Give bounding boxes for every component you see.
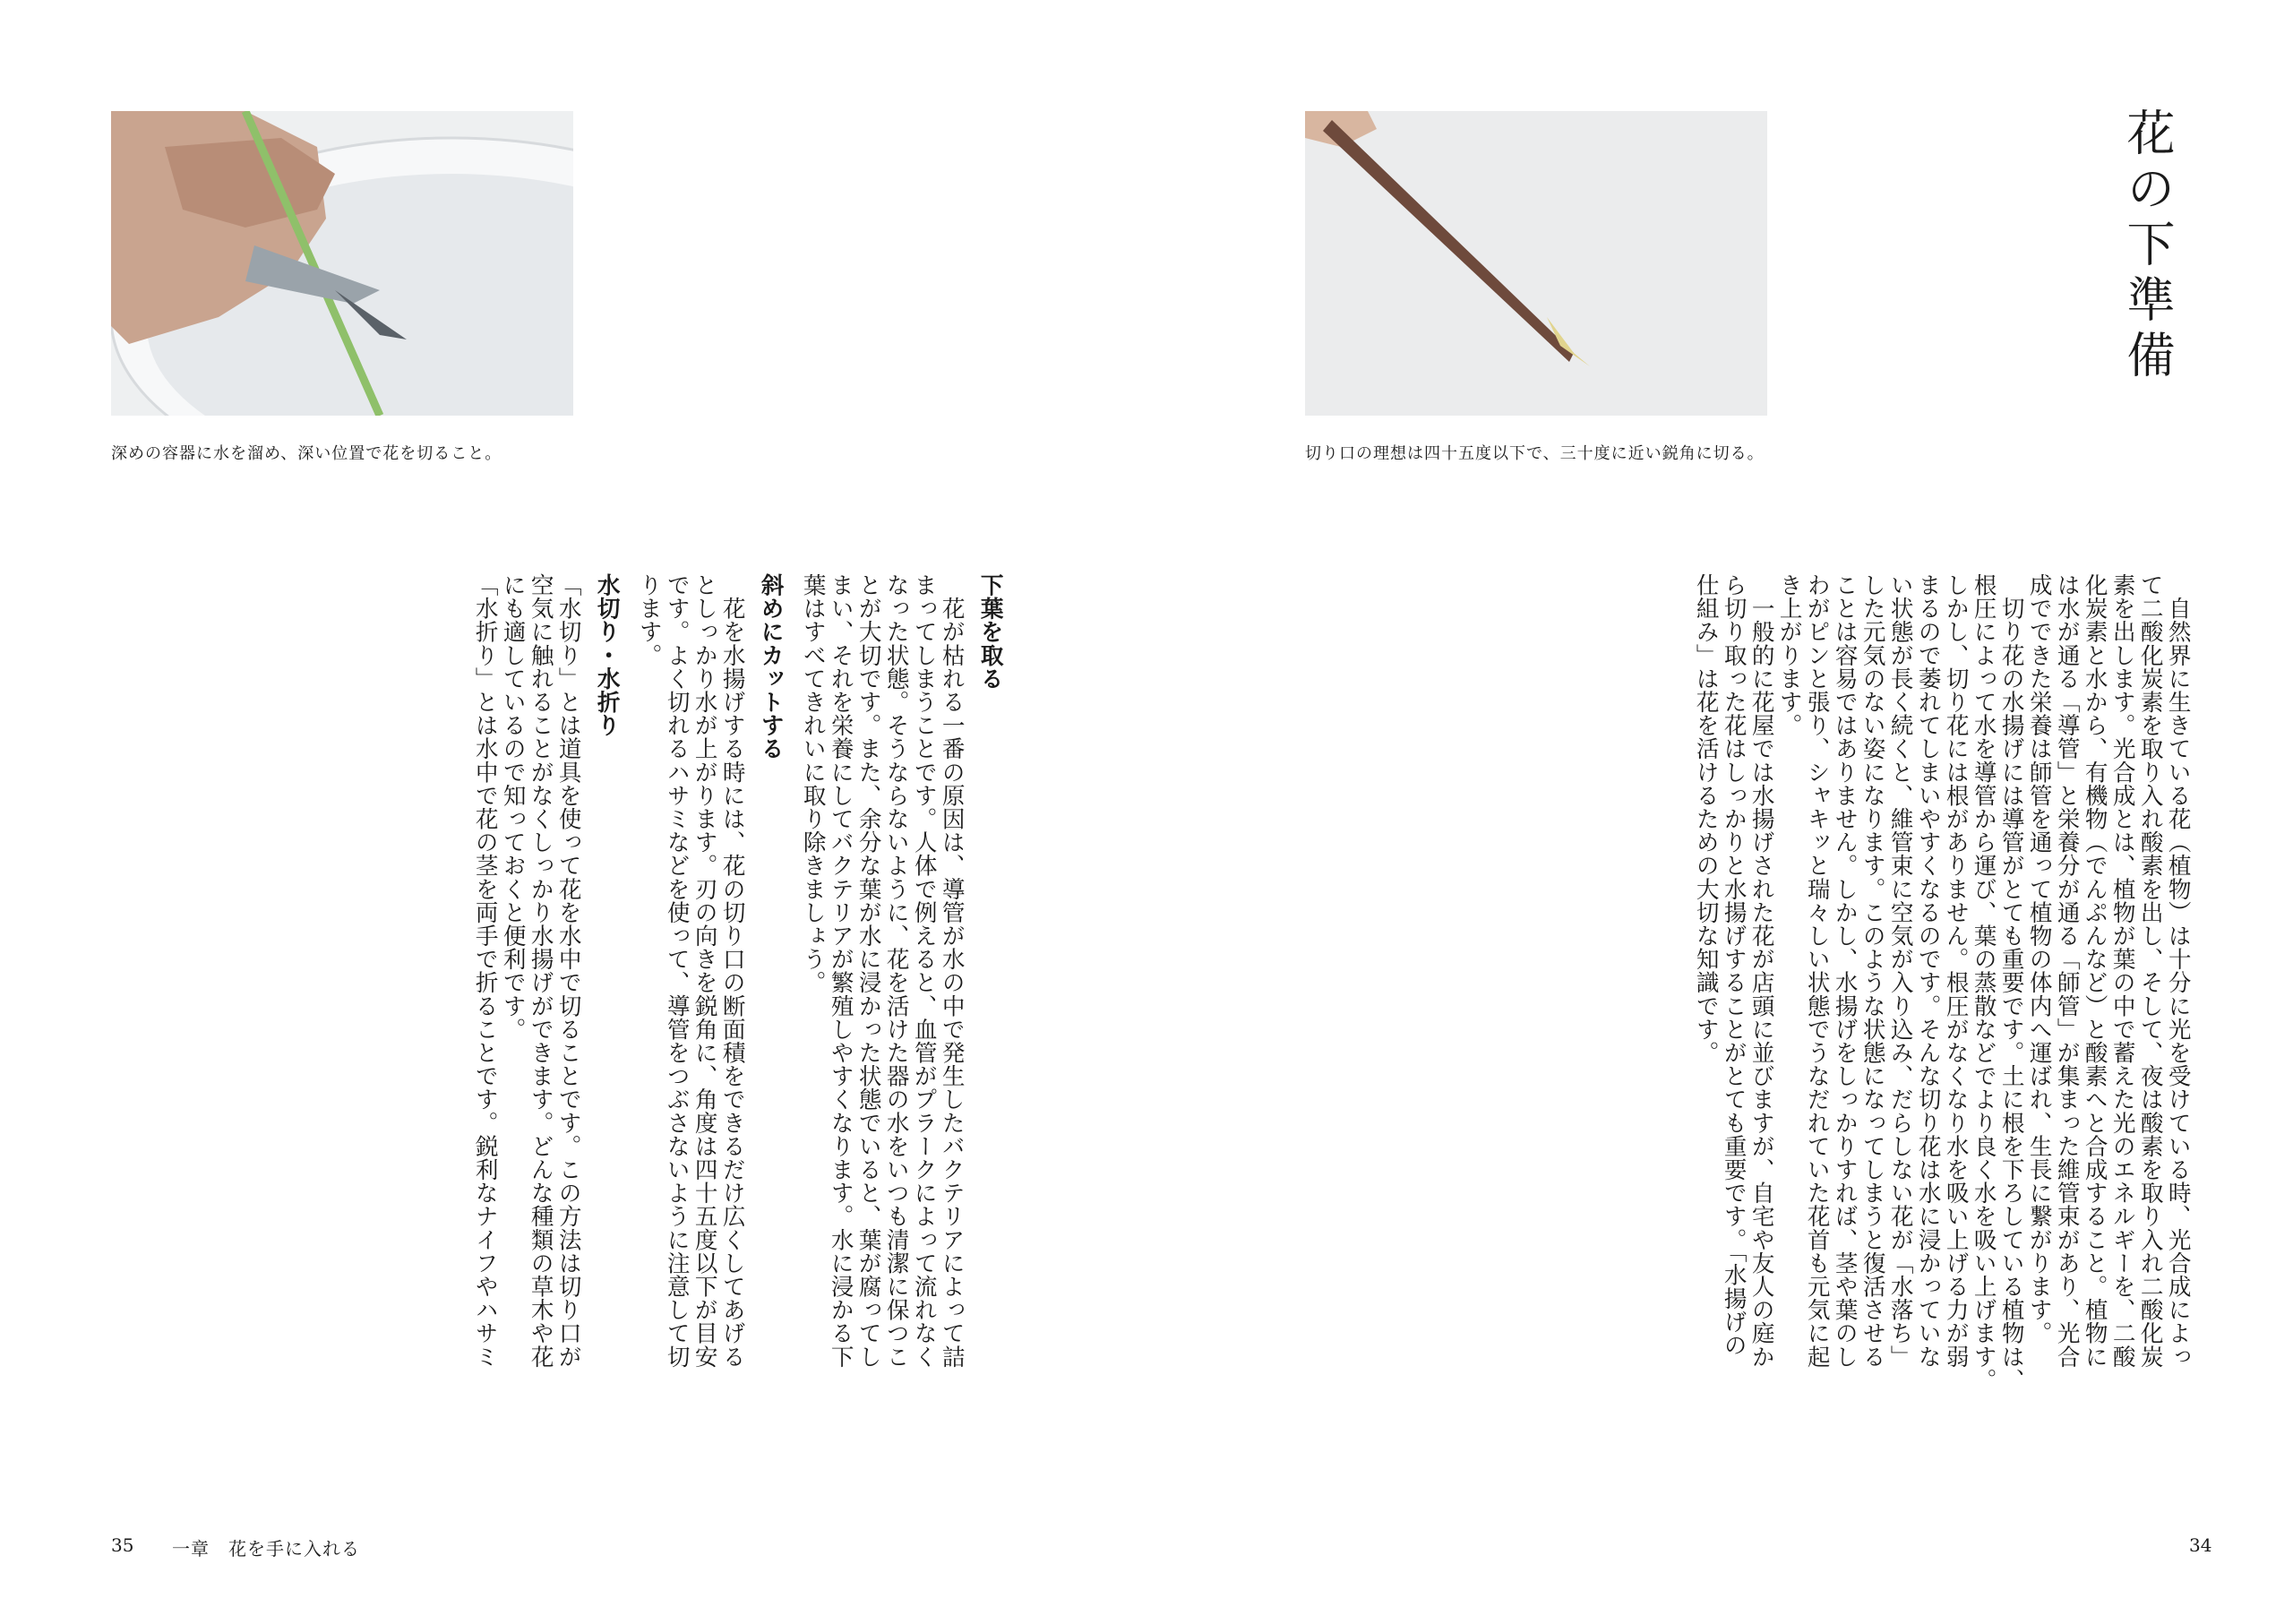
shears-in-water-image <box>111 111 573 416</box>
section-heading: 水切り・水折り <box>593 573 621 737</box>
body-line: 自然界に生きている花（植物）は十分に光を受けている時、光合成によっ <box>2164 573 2192 1369</box>
body-line: 「水切り」とは道具を使って花を水中で切ることです。この方法は切り口が <box>554 573 582 1369</box>
body-line: 成でできた栄養は師管を通って植物の体内へ運ばれ、生長に繋がります。 <box>2025 573 2053 1345</box>
page-number-right: 34 <box>2189 1534 2212 1556</box>
body-line: ら切り取った花はしっかりと水揚げすることがとても重要です。「水揚げの <box>1720 573 1748 1357</box>
photo-caption-right: 切り口の理想は四十五度以下で、三十度に近い鋭角に切る。 <box>1305 444 1765 463</box>
body-line: なった状態。そうならないように、花を活けた器の水をいつも清潔に保つこ <box>882 573 910 1369</box>
section-heading: 下葉を取る <box>976 573 1004 691</box>
page-number-left: 35 <box>111 1534 134 1556</box>
body-line: した元気のない姿になります。このような状態になってしまうと復活させる <box>1859 573 1886 1369</box>
page-title: 花の下準備 <box>2119 107 2176 385</box>
body-line: 仕組み」は花を活けるための大切な知識です。 <box>1692 573 1720 1065</box>
body-line: ります。 <box>635 573 663 667</box>
body-line: き上がります。 <box>1775 573 1803 737</box>
body-line: ことは容易ではありません。しかし、水揚げをしっかりすれば、茎や葉のし <box>1831 573 1859 1369</box>
body-line: 一般的に花屋では水揚げされた花が店頭に並びますが、自宅や友人の庭か <box>1748 573 1775 1369</box>
body-line: とが大切です。また、余分な葉が水に浸かった状態でいると、葉が腐ってし <box>855 573 882 1369</box>
running-head-chapter: 一章 花を手に入れる <box>172 1538 360 1560</box>
body-line: 素を出します。光合成とは、植物が葉の中で蓄えた光のエネルギーを、二酸 <box>2108 573 2136 1369</box>
body-line: 切り花の水揚げには導管がとても重要です。土に根を下ろしている植物は、 <box>1997 573 2025 1392</box>
body-line: まい、それを栄養にしてバクテリアが繁殖しやすくなります。水に浸かる下 <box>827 573 855 1369</box>
body-line: 空気に触れることがなくしっかり水揚げができます。どんな種類の草木や花 <box>527 573 554 1369</box>
body-line: しかし、切り花には根がありません。根圧がなくなり水を吸い上げる力が弱 <box>1942 573 1970 1369</box>
section-heading: 斜めにカットする <box>757 573 785 760</box>
body-line: わがピンと張り、シャキッと瑞々しい状態でうなだれていた花首も元気に起 <box>1803 573 1831 1369</box>
branch-cut-image <box>1305 111 1767 416</box>
body-line: 花が枯れる一番の原因は、導管が水の中で発生したバクテリアによって詰 <box>938 573 966 1369</box>
body-line: まるので萎れてしまいやすくなるのです。そんな切り花は水に浸かっていな <box>1914 573 1942 1369</box>
photo-cutting-in-water <box>111 111 573 416</box>
body-line: まってしまうことです。人体で例えると、血管がプラークによって流れなく <box>910 573 938 1369</box>
photo-branch-cut <box>1305 111 1767 416</box>
body-line: 化炭素と水から、有機物（でんぷんなど）と酸素へと合成すること。植物に <box>2081 573 2108 1369</box>
body-line: 葉はすべてきれいに取り除きましょう。 <box>799 573 827 994</box>
body-line: 根圧によって水を導管から運び、葉の蒸散などでより良く水を吸い上げます。 <box>1970 573 1997 1392</box>
body-line: としっかり水が上がります。刃の向きを鋭角に、角度は四十五度以下が目安 <box>691 573 718 1369</box>
body-line: 「水折り」とは水中で花の茎を両手で折ることです。鋭利なナイフやハサミ <box>471 573 499 1369</box>
body-line: い状態が長く続くと、維管束に空気が入り込み、だらしない花が「水落ち」 <box>1886 573 1914 1369</box>
body-line: 花を水揚げする時には、花の切り口の断面積をできるだけ広くしてあげる <box>718 573 746 1369</box>
photo-caption-left: 深めの容器に水を溜め、深い位置で花を切ること。 <box>111 444 502 463</box>
body-line: です。よく切れるハサミなどを使って、導管をつぶさないように注意して切 <box>663 573 691 1369</box>
body-line: にも適しているので知っておくと便利です。 <box>499 573 527 1041</box>
body-line: は水が通る「導管」と栄養分が通る「師管」が集まった維管束があり、光合 <box>2053 573 2081 1369</box>
body-line: て二酸化炭素を取り入れ酸素を出し、そして、夜は酸素を取り入れ二酸化炭 <box>2136 573 2164 1369</box>
